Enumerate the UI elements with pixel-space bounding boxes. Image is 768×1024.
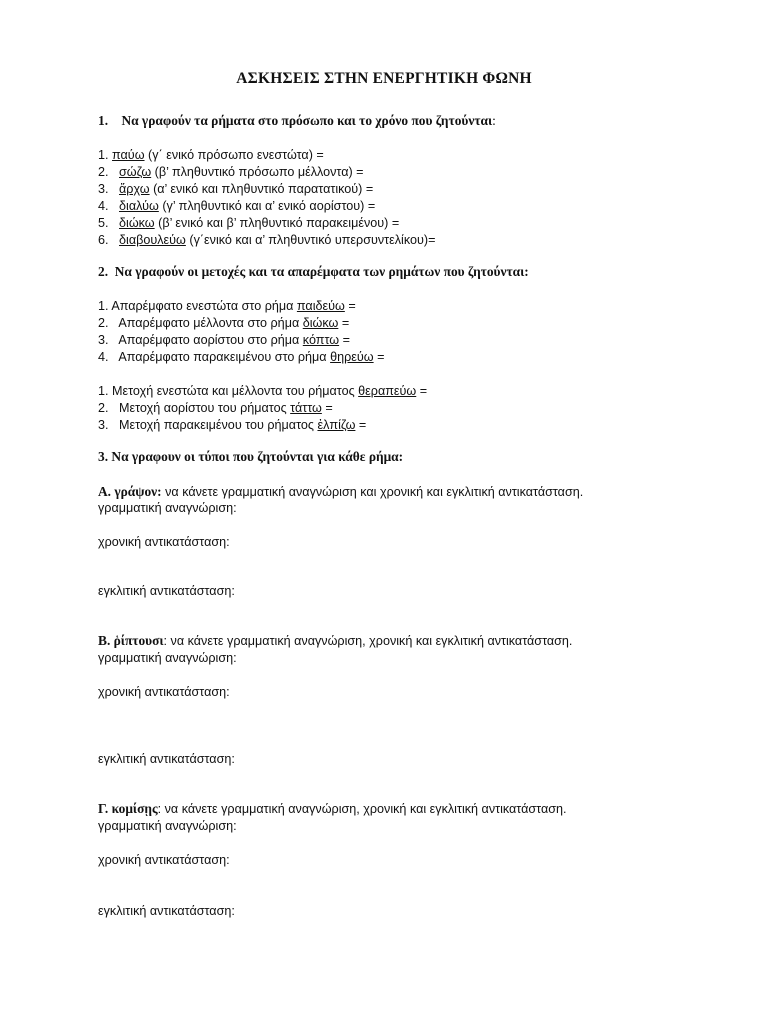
item-text: (γ’ πληθυντικό και α’ ενικό αορίστου) =	[158, 199, 376, 213]
item-number: 1.	[98, 299, 109, 313]
verb: διαλύω	[119, 199, 159, 213]
verb: τάττω	[290, 401, 322, 415]
section1-heading	[98, 113, 496, 129]
item-number: 4.	[98, 350, 109, 364]
infinitive-item	[98, 349, 384, 365]
section1-item	[98, 215, 399, 231]
section1-item	[98, 232, 435, 248]
item-end: =	[416, 384, 428, 398]
verb: ἄρχω	[119, 182, 150, 196]
grammar-label: γραμματική αναγνώριση:	[98, 819, 237, 833]
modal-label: εγκλιτική αντικατάσταση:	[98, 904, 235, 918]
infinitive-item	[98, 332, 350, 348]
grammar-label: γραμματική αναγνώριση:	[98, 501, 237, 515]
part-form: . γράψον:	[107, 484, 162, 499]
section1-number: 1.	[98, 113, 109, 128]
part-c-heading	[98, 801, 567, 817]
item-end: =	[344, 299, 356, 313]
verb: διαβουλεύω	[119, 233, 186, 247]
item-text: (γ΄ ενικό πρόσωπο ενεστώτα) =	[144, 148, 324, 162]
item-number: 2.	[98, 401, 109, 415]
item-number: 1.	[98, 148, 109, 162]
infinitive-item	[98, 298, 356, 314]
document-title: ΑΣΚΗΣΕΙΣ ΣΤΗΝ ΕΝΕΡΓΗΤΙΚΗ ΦΩΝΗ	[236, 70, 532, 87]
part-form: . κομίσῃς	[104, 801, 158, 816]
item-text: Απαρέμφατο μέλλοντα στο ρήμα	[118, 316, 303, 330]
section1-item	[98, 147, 324, 163]
verb: διώκω	[302, 316, 339, 330]
participle-item	[98, 400, 333, 416]
part-letter: Β	[98, 633, 107, 648]
section2-number: 2.	[98, 264, 109, 279]
temporal-label: χρονική αντικατάσταση:	[98, 685, 230, 699]
infinitive-item	[98, 315, 349, 331]
part-b-heading	[98, 633, 572, 649]
modal-label: εγκλιτική αντικατάσταση:	[98, 752, 235, 766]
verb: θηρεύω	[330, 350, 374, 364]
part-instruction: να κάνετε γραμματική αναγνώριση και χρονική και εγκλιτική αντικατάσταση.	[161, 485, 584, 499]
verb: ἐλπίζω	[317, 418, 356, 432]
section2-heading	[98, 264, 529, 280]
item-end: =	[355, 418, 367, 432]
item-end: =	[321, 401, 333, 415]
section3-heading-text: Να γραφουν οι τύποι που ζητούνται για κάθε ρήμα:	[111, 449, 404, 464]
item-text: Απαρέμφατο ενεστώτα στο ρήμα	[111, 299, 297, 313]
item-end: =	[373, 350, 385, 364]
verb: παύω	[112, 148, 145, 162]
participle-item	[98, 383, 427, 399]
item-end: =	[338, 316, 350, 330]
part-form: . ῥίπτουσι	[106, 633, 164, 648]
item-text: (α’ ενικό και πληθυντικό παρατατικού) =	[149, 182, 374, 196]
participle-item	[98, 417, 366, 433]
section3-number: 3.	[98, 449, 109, 464]
verb: παιδεύω	[296, 299, 345, 313]
item-number: 1.	[98, 384, 109, 398]
verb: σώζω	[119, 165, 152, 179]
item-end: =	[339, 333, 350, 347]
item-number: 4.	[98, 199, 109, 213]
item-number: 2.	[98, 316, 109, 330]
item-text: Απαρέμφατο παρακειμένου στο ρήμα	[118, 350, 331, 364]
item-text: Απαρέμφατο αορίστου στο ρήμα	[118, 333, 303, 347]
section1-item	[98, 164, 364, 180]
item-number: 3.	[98, 418, 109, 432]
part-instruction: : να κάνετε γραμματική αναγνώριση, χρονική και εγκλιτική αντικατάσταση.	[163, 634, 573, 648]
verb: διώκω	[119, 216, 155, 230]
temporal-label: χρονική αντικατάσταση:	[98, 853, 230, 867]
item-number: 6.	[98, 233, 109, 247]
verb: κόπτω	[302, 333, 340, 347]
item-text: (γ΄ενικό και α’ πληθυντικό υπερσυντελίκου)=	[185, 233, 436, 247]
part-a-heading	[98, 484, 583, 500]
temporal-label: χρονική αντικατάσταση:	[98, 535, 230, 549]
section1-item	[98, 181, 373, 197]
verb: θεραπεύω	[358, 384, 417, 398]
item-text: Μετοχή παρακειμένου του ρήματος	[119, 418, 318, 432]
item-number: 3.	[98, 182, 109, 196]
section1-colon: :	[492, 113, 496, 128]
section3-heading	[98, 449, 403, 465]
item-text: (β’ ενικό και β’ πληθυντικό παρακειμένου) =	[154, 216, 400, 230]
item-number: 5.	[98, 216, 109, 230]
section2-heading-text: Να γραφούν οι μετοχές και τα απαρέμφατα των ρημάτων που ζητούνται:	[114, 264, 529, 279]
item-text: Μετοχή ενεστώτα και μέλλοντα του ρήματος	[112, 384, 359, 398]
part-letter: Α	[98, 484, 108, 499]
item-text: (β’ πληθυντικό πρόσωπο μέλλοντα) =	[151, 165, 364, 179]
item-number: 2.	[98, 165, 109, 179]
item-text: Μετοχή αορίστου του ρήματος	[119, 401, 291, 415]
grammar-label: γραμματική αναγνώριση:	[98, 651, 237, 665]
section1-heading-text: Να γραφούν τα ρήματα στο πρόσωπο και το χρόνο που ζητούνται	[121, 113, 493, 128]
section1-item	[98, 198, 375, 214]
part-letter: Γ	[98, 801, 105, 816]
modal-label: εγκλιτική αντικατάσταση:	[98, 584, 235, 598]
part-instruction: : να κάνετε γραμματική αναγνώριση, χρονική και εγκλιτική αντικατάσταση.	[157, 802, 567, 816]
item-number: 3.	[98, 333, 109, 347]
